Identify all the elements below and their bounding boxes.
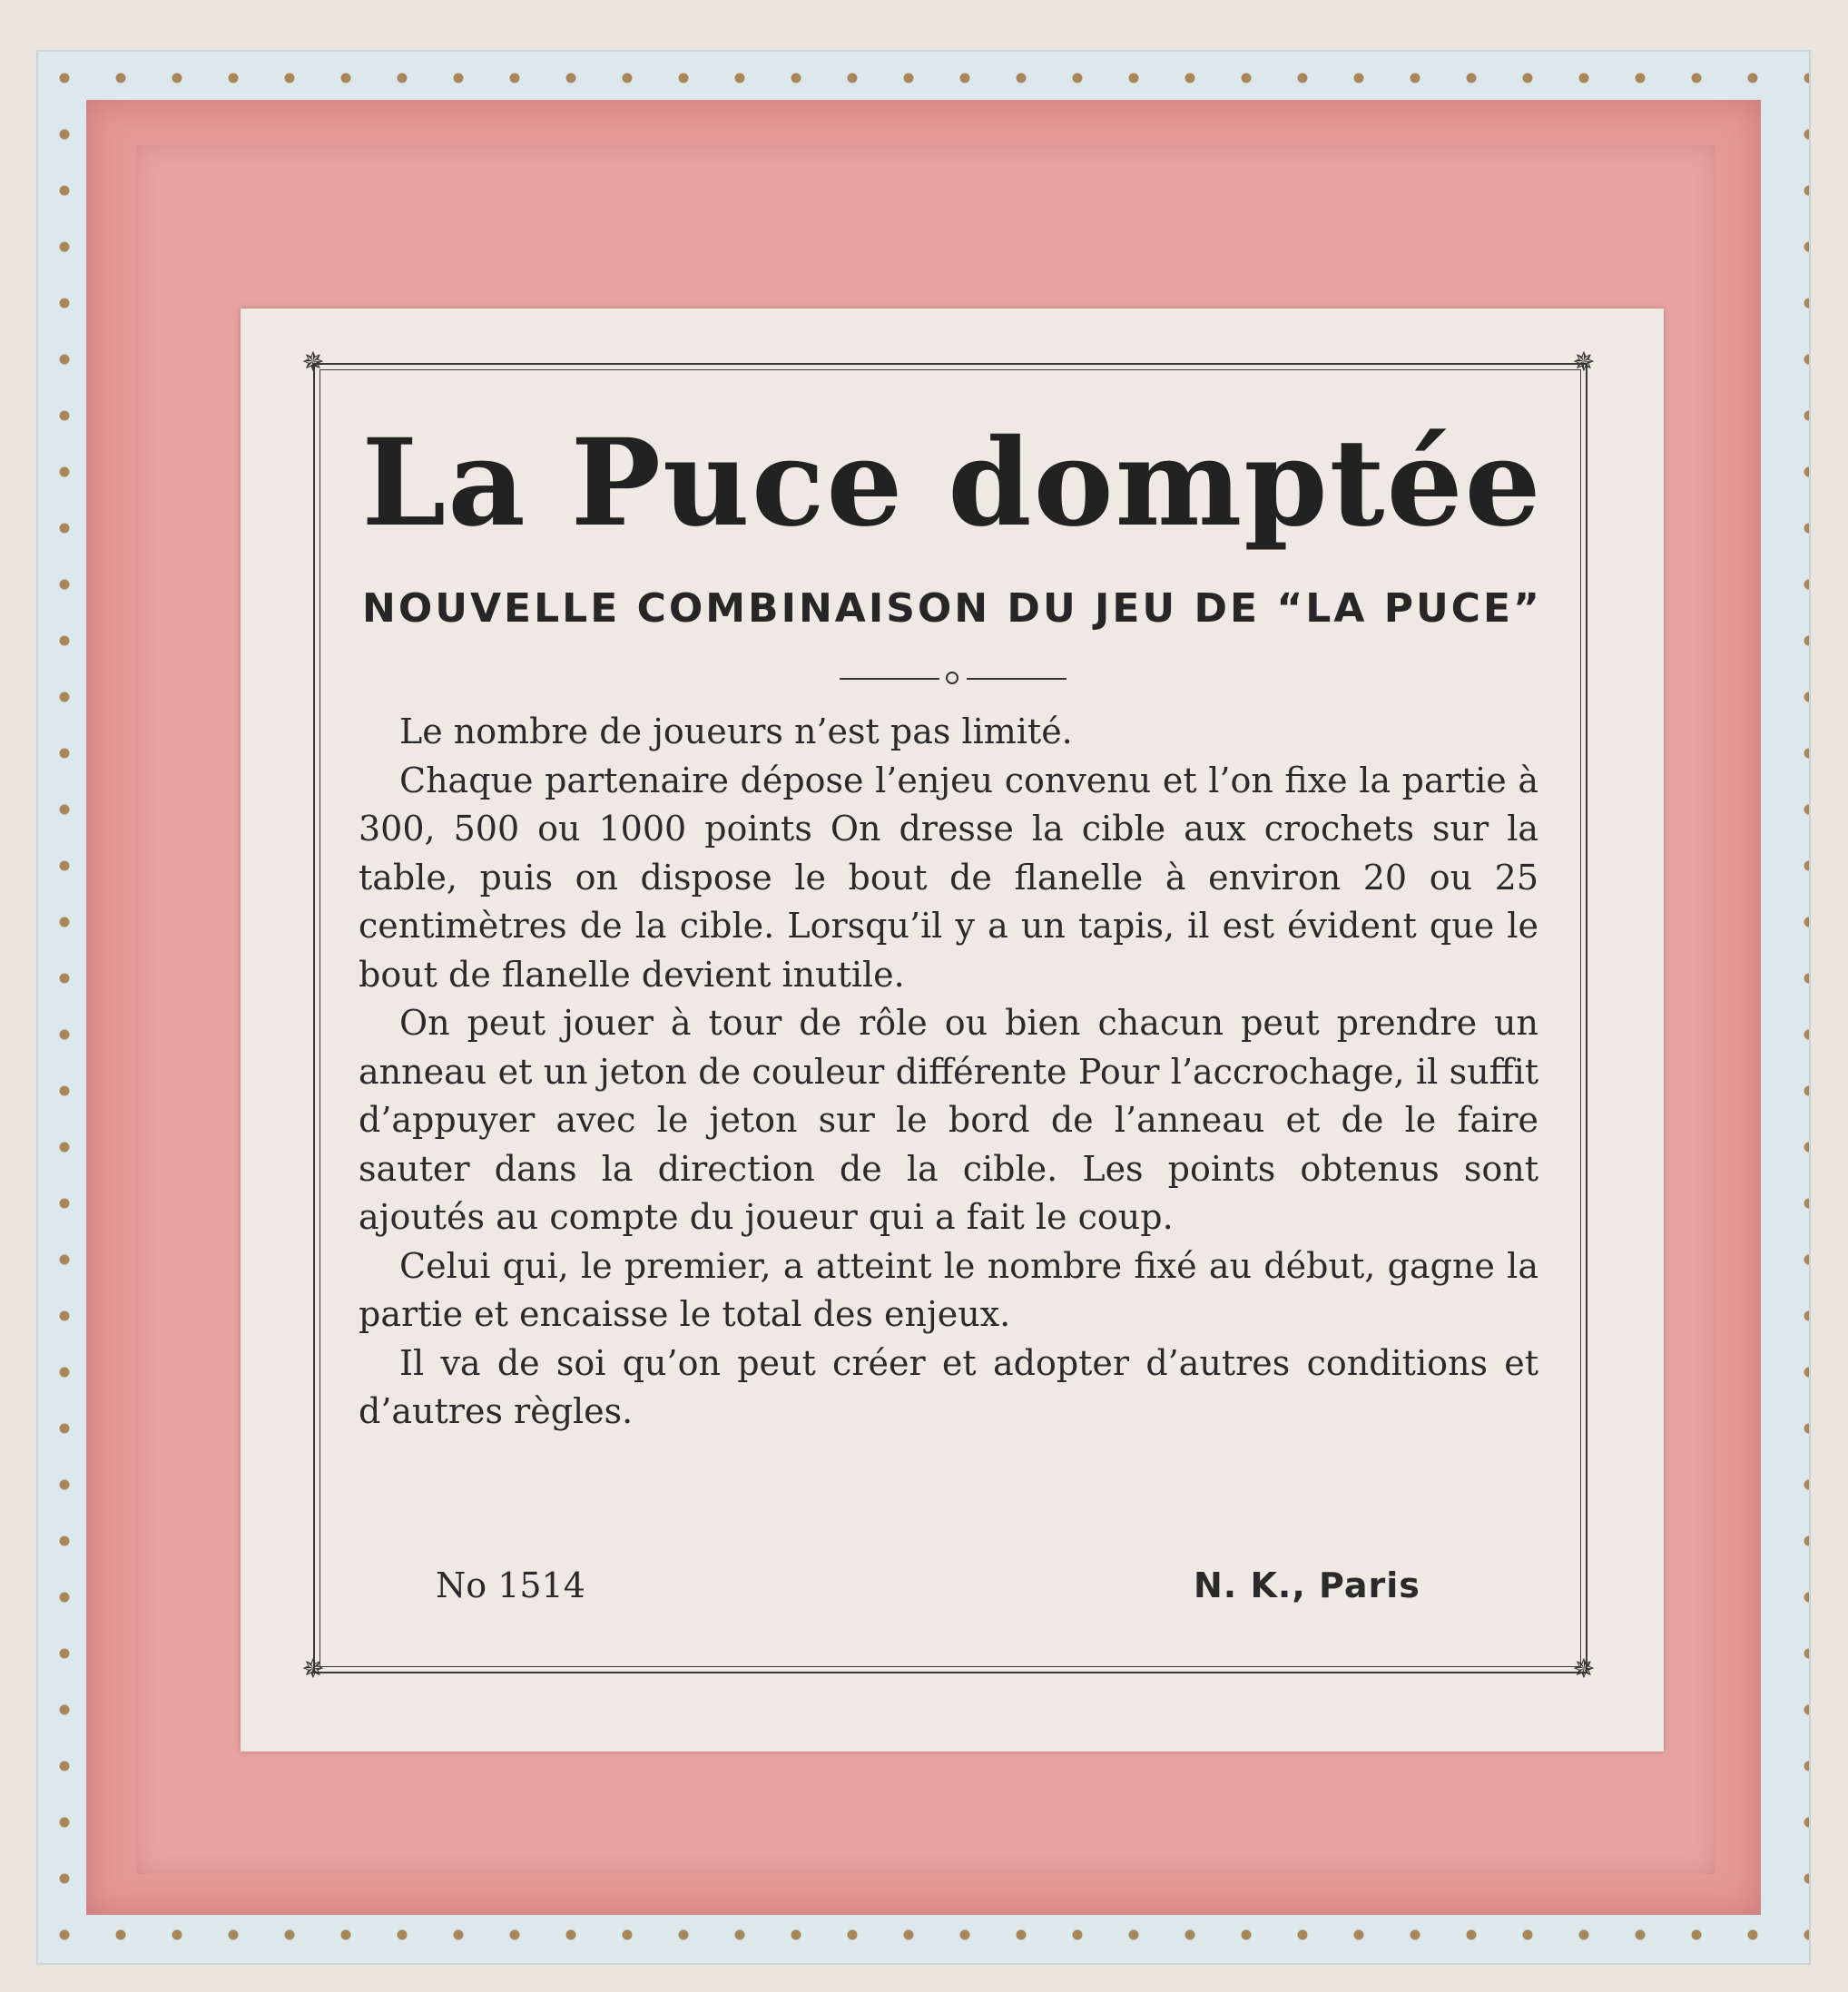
rules-text — [359, 708, 1538, 1437]
star-ornament-icon: ✵ — [1572, 1653, 1596, 1685]
star-ornament-icon: ✵ — [1572, 347, 1596, 378]
maker-imprint: N. K., Paris — [1194, 1565, 1420, 1605]
rules-paragraph: Celui qui, le premier, a atteint le nombre fixé au début, gagne la partie et encaisse le total des enjeux. — [359, 1245, 1538, 1334]
instruction-label — [241, 309, 1664, 1752]
label-subtitle: NOUVELLE COMBINAISON DU JEU DE “LA PUCE” — [362, 585, 1542, 632]
rules-paragraph: On peut jouer à tour de rôle ou bien chacun peut prendre un anneau et un jeton de couleur différente Pour l’accrochage, il suffit d’appuyer avec le jeton sur le bord de l’anneau et de le faire sauter dans la direction de la cible. Les points obtenus sont ajoutés au compte du joueur qui a fait le coup. — [359, 1003, 1538, 1237]
rules-paragraph: Il va de soi qu’on peut créer et adopter d’autres conditions et d’autres règles. — [359, 1342, 1538, 1431]
rules-paragraph: Chaque partenaire dépose l’enjeu convenu et l’on fixe la partie à 300, 500 ou 1000 points On dresse la cible aux crochets sur la table, puis on dispose le bout de flanelle à environ 20 ou 25 centimètres de la cible. Lorsqu’il y a un tapis, il est évident que le bout de flanelle devient inutile. — [359, 760, 1538, 995]
label-title: La Puce domptée — [361, 413, 1543, 554]
catalog-number: No 1514 — [436, 1565, 585, 1605]
star-ornament-icon: ✵ — [301, 1653, 325, 1685]
divider-ornament — [840, 670, 1067, 688]
rules-paragraph: Le nombre de joueurs n’est pas limité. — [399, 711, 1073, 751]
star-ornament-icon: ✵ — [301, 347, 325, 378]
